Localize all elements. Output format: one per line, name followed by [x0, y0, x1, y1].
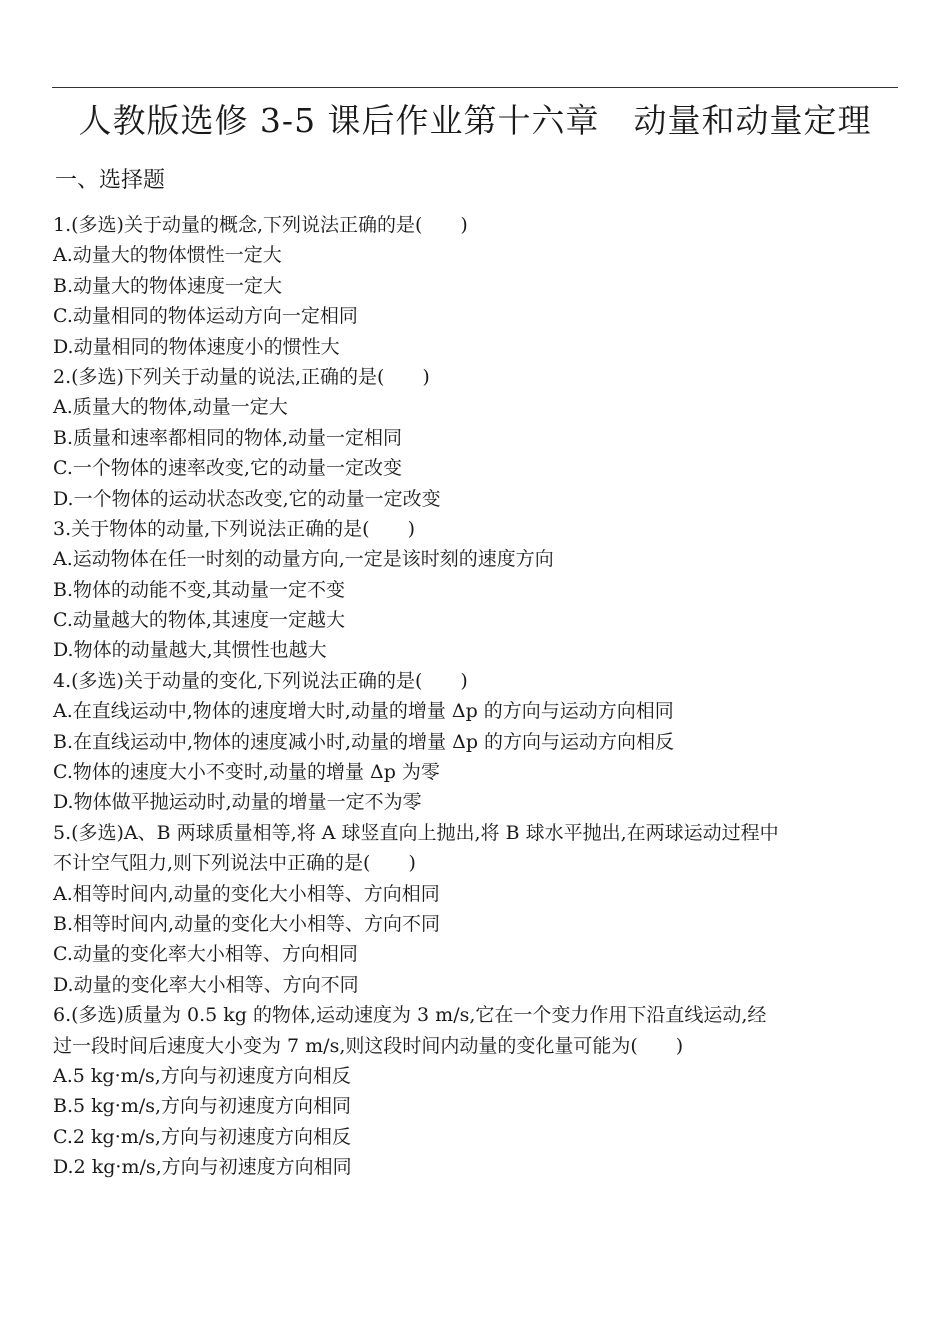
question-6-option-d: D.2 kg·m/s,方向与初速度方向相同	[53, 1156, 352, 1179]
question-3-option-c: C.动量越大的物体,其速度一定越大	[53, 609, 345, 632]
question-6-option-c: C.2 kg·m/s,方向与初速度方向相反	[53, 1125, 351, 1148]
question-4-option-c: C.物体的速度大小不变时,动量的增量 Δp 为零	[53, 761, 440, 784]
question-6-stem-line-1: 6.(多选)质量为 0.5 kg 的物体,运动速度为 3 m/s,它在一个变力作用下沿直线运动,经	[53, 1004, 767, 1027]
question-4-option-a: A.在直线运动中,物体的速度增大时,动量的增量 Δp 的方向与运动方向相同	[53, 700, 674, 723]
question-3-option-b: B.物体的动能不变,其动量一定不变	[53, 578, 346, 601]
question-2-stem: 2.(多选)下列关于动量的说法,正确的是( )	[53, 365, 430, 388]
question-3-option-d: D.物体的动量越大,其惯性也越大	[53, 639, 327, 662]
question-4-stem: 4.(多选)关于动量的变化,下列说法正确的是( )	[53, 669, 468, 692]
question-1-option-b: B.动量大的物体速度一定大	[53, 274, 283, 297]
document-title: 人教版选修 3-5 课后作业第十六章 动量和动量定理	[78, 101, 872, 140]
question-1-option-d: D.动量相同的物体速度小的惯性大	[53, 335, 340, 358]
question-6-stem-line-2: 过一段时间后速度大小变为 7 m/s,则这段时间内动量的变化量可能为( )	[53, 1034, 684, 1057]
question-6-option-a: A.5 kg·m/s,方向与初速度方向相反	[53, 1064, 351, 1087]
question-2-option-c: C.一个物体的速率改变,它的动量一定改变	[53, 457, 402, 480]
question-1-option-c: C.动量相同的物体运动方向一定相同	[53, 305, 358, 328]
question-5-option-a: A.相等时间内,动量的变化大小相等、方向相同	[53, 882, 440, 905]
question-2-option-d: D.一个物体的运动状态改变,它的动量一定改变	[53, 487, 441, 510]
question-1-stem: 1.(多选)关于动量的概念,下列说法正确的是( )	[53, 214, 468, 236]
question-list	[53, 210, 899, 1183]
section-heading: 一、选择题	[55, 168, 166, 193]
question-3-option-a: A.运动物体在任一时刻的动量方向,一定是该时刻的速度方向	[53, 548, 554, 571]
question-5-option-d: D.动量的变化率大小相等、方向不同	[53, 973, 359, 996]
question-5-stem-line-2: 不计空气阻力,则下列说法中正确的是( )	[53, 852, 416, 875]
question-5-option-b: B.相等时间内,动量的变化大小相等、方向不同	[53, 912, 441, 935]
question-2-option-a: A.质量大的物体,动量一定大	[53, 396, 288, 419]
header-rule	[52, 87, 898, 88]
question-6-option-b: B.5 kg·m/s,方向与初速度方向相同	[53, 1095, 352, 1118]
question-4-option-d: D.物体做平抛运动时,动量的增量一定不为零	[53, 791, 422, 814]
question-2-option-b: B.质量和速率都相同的物体,动量一定相同	[53, 426, 403, 449]
question-1-option-a: A.动量大的物体惯性一定大	[53, 244, 282, 267]
question-4-option-b: B.在直线运动中,物体的速度减小时,动量的增量 Δp 的方向与运动方向相反	[53, 730, 675, 753]
question-5-option-c: C.动量的变化率大小相等、方向相同	[53, 943, 358, 966]
question-3-stem: 3.关于物体的动量,下列说法正确的是( )	[53, 517, 415, 540]
question-5-stem-line-1: 5.(多选)A、B 两球质量相等,将 A 球竖直向上抛出,将 B 球水平抛出,在两球运动过程中	[53, 821, 779, 844]
